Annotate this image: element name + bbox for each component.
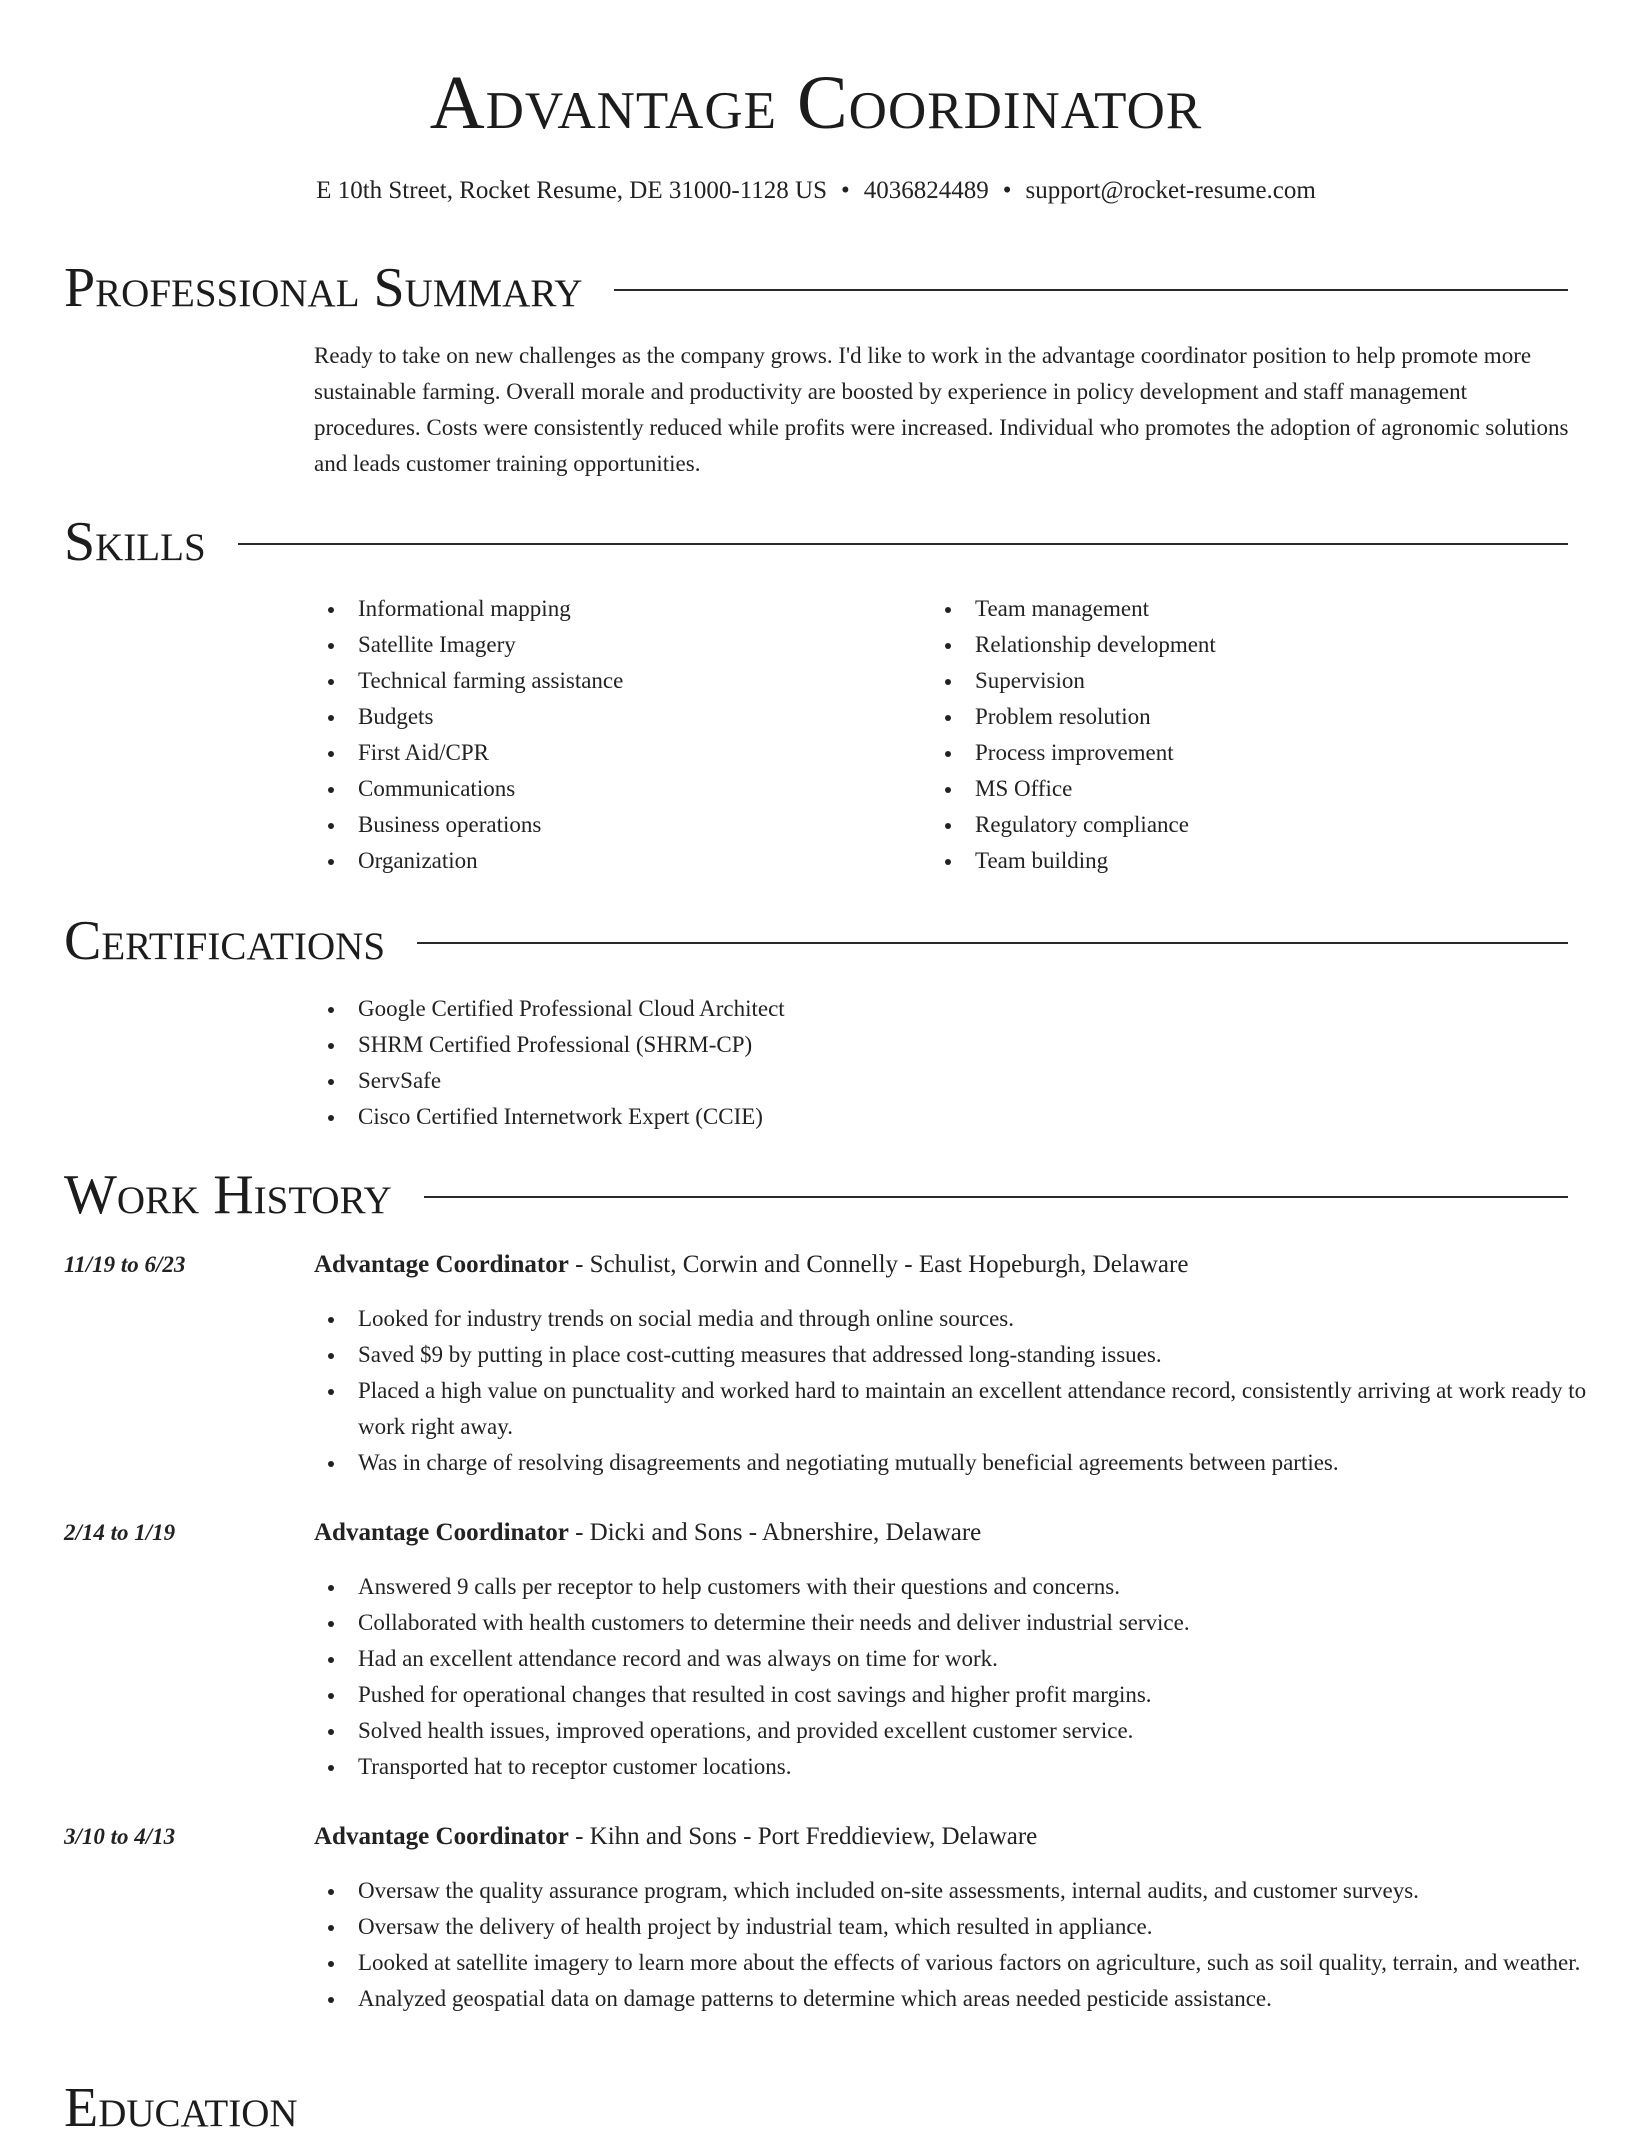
job-bullet: Answered 9 calls per receptor to help customers with their questions and concerns. bbox=[314, 1569, 1632, 1605]
skill-item: Communications bbox=[314, 771, 874, 807]
job-bullet: Looked at satellite imagery to learn more about the effects of various factors on agriculture, such as soil quality, terrain, and weather. bbox=[314, 1945, 1632, 1981]
job-dates: 3/10 to 4/13 bbox=[64, 1824, 176, 1849]
contact-email[interactable]: support@rocket-resume.com bbox=[1025, 177, 1316, 204]
certification-item: SHRM Certified Professional (SHRM-CP) bbox=[314, 1027, 1214, 1063]
contact-separator: • bbox=[1002, 177, 1012, 204]
section-divider bbox=[424, 1196, 1568, 1198]
job-bullet: Solved health issues, improved operations, and provided excellent customer service. bbox=[314, 1713, 1632, 1749]
skill-item: Satellite Imagery bbox=[314, 627, 874, 663]
skill-item: Team building bbox=[931, 843, 1531, 879]
skill-item: Organization bbox=[314, 843, 874, 879]
contact-separator: • bbox=[841, 177, 850, 204]
job-title: Advantage Coordinator bbox=[314, 1823, 569, 1850]
job-employer: - Kihn and Sons - Port Freddieview, Delaware bbox=[568, 1823, 1038, 1850]
job-bullet: Saved $9 by putting in place cost-cutting measures that addressed long-standing issues. bbox=[314, 1337, 1632, 1373]
skill-item: Problem resolution bbox=[931, 699, 1531, 735]
summary-section-header bbox=[64, 256, 1568, 320]
job-dates: 2/14 to 1/19 bbox=[64, 1520, 176, 1545]
summary-text: Ready to take on new challenges as the company grows. I'd like to work in the advantage coordinator position to help promote more sustainable farming. Overall morale and productivity are boosted by experience in policy development and staff management procedures. Costs were consistently reduced while profits were increased. Individual who promotes the adoption of agronomic solutions and leads customer training opportunities. bbox=[314, 343, 1569, 476]
certifications-section-title: Certifications bbox=[64, 910, 386, 972]
skills-section-header bbox=[64, 510, 1568, 574]
job-bullet: Looked for industry trends on social media and through online sources. bbox=[314, 1301, 1632, 1337]
work-section-title: Work History bbox=[64, 1164, 392, 1226]
job-employer: - Dicki and Sons - Abnershire, Delaware bbox=[568, 1519, 982, 1546]
certification-item: ServSafe bbox=[314, 1063, 1214, 1099]
contact-address: E 10th Street, Rocket Resume, DE 31000-1128 US bbox=[316, 177, 827, 204]
job-title: Advantage Coordinator bbox=[314, 1251, 569, 1278]
job-heading bbox=[314, 1247, 1188, 1283]
skill-item: Business operations bbox=[314, 807, 874, 843]
job-bullet: Had an excellent attendance record and was always on time for work. bbox=[314, 1641, 1632, 1677]
job-heading bbox=[314, 1819, 1037, 1855]
education-section-header bbox=[64, 2076, 1568, 2140]
job-bullet: Oversaw the delivery of health project by industrial team, which resulted in appliance. bbox=[314, 1909, 1632, 1945]
section-divider bbox=[614, 289, 1568, 291]
skills-list-right bbox=[931, 591, 1531, 879]
section-divider bbox=[238, 543, 1568, 545]
job-bullets bbox=[314, 1873, 1632, 2017]
skills-section-title: Skills bbox=[64, 511, 206, 573]
work-section-header bbox=[64, 1163, 1568, 1227]
job-employer: - Schulist, Corwin and Connelly - East Hopeburgh, Delaware bbox=[568, 1251, 1189, 1278]
contact-line bbox=[0, 174, 1632, 208]
job-bullets bbox=[314, 1301, 1632, 1481]
certification-item: Google Certified Professional Cloud Architect bbox=[314, 991, 1214, 1027]
job-bullet: Pushed for operational changes that resulted in cost savings and higher profit margins. bbox=[314, 1677, 1632, 1713]
skill-item: Team management bbox=[931, 591, 1531, 627]
job-bullets bbox=[314, 1569, 1632, 1785]
skills-list-left bbox=[314, 591, 874, 879]
skill-item: Process improvement bbox=[931, 735, 1531, 771]
certification-item: Cisco Certified Internetwork Expert (CCIE) bbox=[314, 1099, 1214, 1135]
job-bullet: Oversaw the quality assurance program, which included on-site assessments, internal audits, and customer surveys. bbox=[314, 1873, 1632, 1909]
education-section-title: Education bbox=[64, 2077, 298, 2139]
skill-item: Technical farming assistance bbox=[314, 663, 874, 699]
skill-item: Budgets bbox=[314, 699, 874, 735]
job-dates: 11/19 to 6/23 bbox=[64, 1252, 186, 1277]
skill-item: Supervision bbox=[931, 663, 1531, 699]
certifications-list bbox=[314, 991, 1214, 1135]
certifications-section-header bbox=[64, 909, 1568, 973]
contact-phone: 4036824489 bbox=[863, 177, 989, 204]
job-bullet: Placed a high value on punctuality and worked hard to maintain an excellent attendance record, consistently arriving at work ready to work right away. bbox=[314, 1373, 1632, 1445]
skill-item: MS Office bbox=[931, 771, 1531, 807]
section-divider bbox=[417, 942, 1568, 944]
job-bullet: Was in charge of resolving disagreements and negotiating mutually beneficial agreements between parties. bbox=[314, 1445, 1632, 1481]
summary-section-title: Professional Summary bbox=[64, 257, 583, 319]
skill-item: First Aid/CPR bbox=[314, 735, 874, 771]
job-bullet: Transported hat to receptor customer locations. bbox=[314, 1749, 1632, 1785]
job-heading bbox=[314, 1515, 981, 1551]
job-bullet: Analyzed geospatial data on damage patterns to determine which areas needed pesticide assistance. bbox=[314, 1981, 1632, 2017]
job-title: Advantage Coordinator bbox=[314, 1519, 569, 1546]
skill-item: Informational mapping bbox=[314, 591, 874, 627]
candidate-name: Advantage Coordinator bbox=[429, 61, 1203, 145]
skill-item: Relationship development bbox=[931, 627, 1531, 663]
skill-item: Regulatory compliance bbox=[931, 807, 1531, 843]
job-bullet: Collaborated with health customers to determine their needs and deliver industrial service. bbox=[314, 1605, 1632, 1641]
